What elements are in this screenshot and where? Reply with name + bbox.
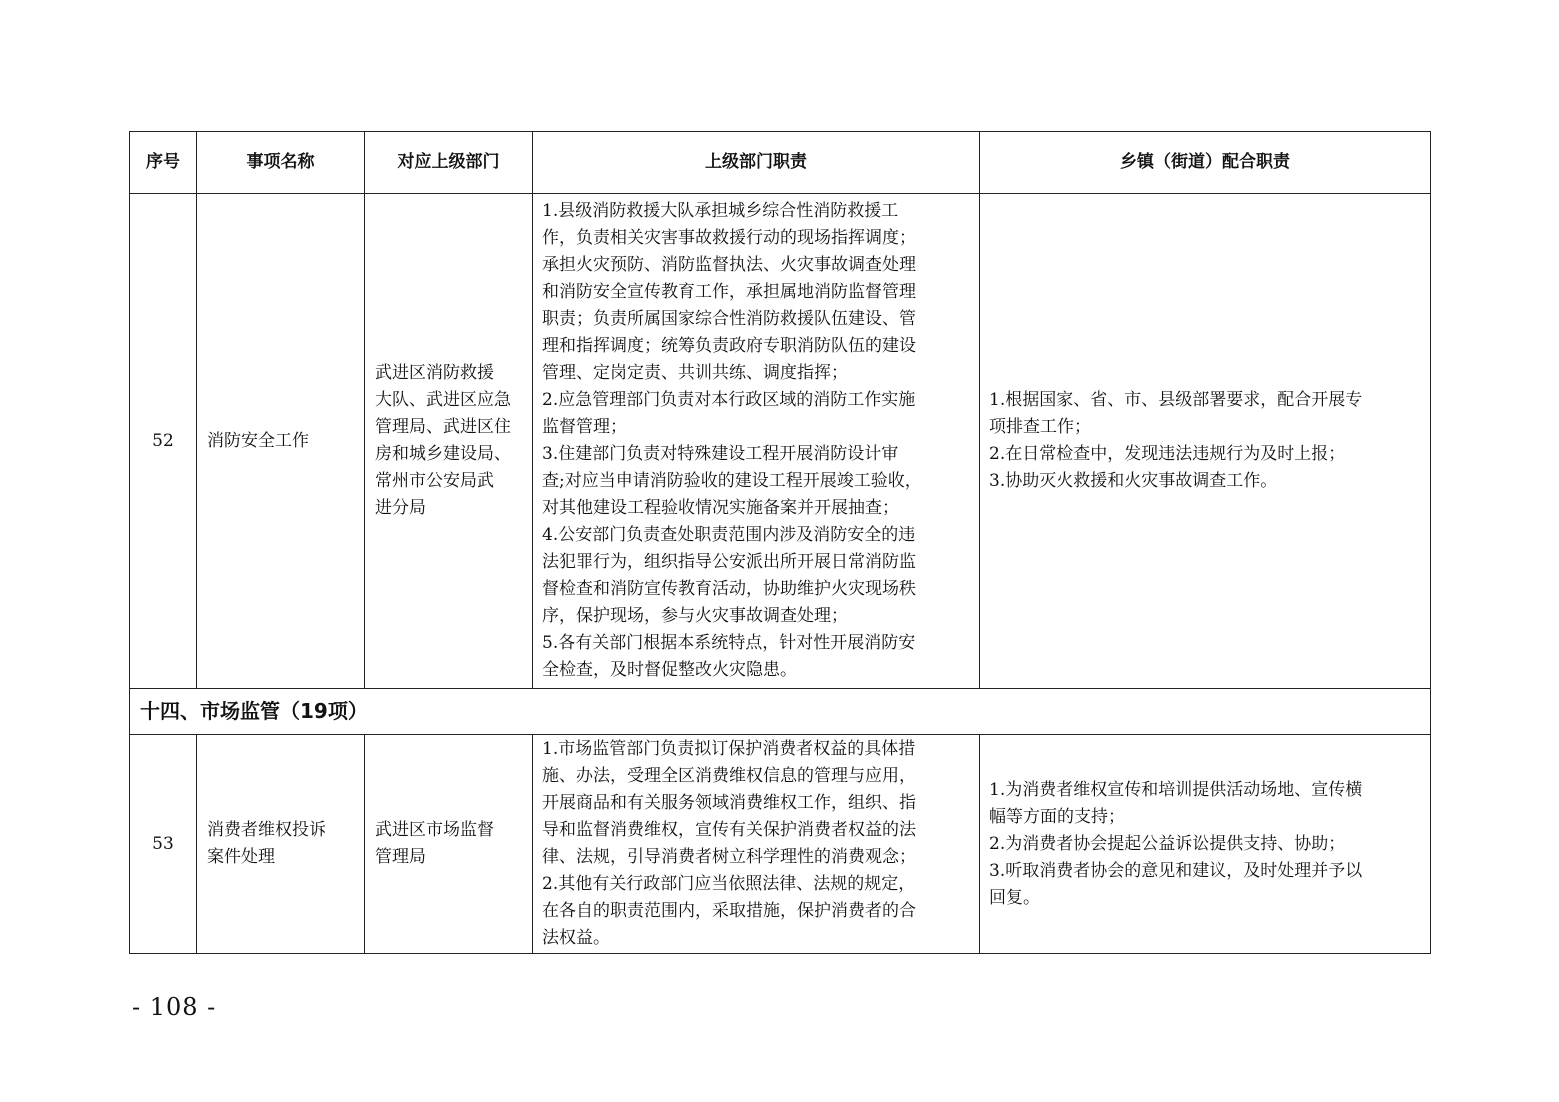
row-town-duty — [980, 194, 1431, 689]
town-duty-line: 3.听取消费者协会的意见和建议，及时处理并予以 — [989, 860, 1363, 881]
town-duty-line: 2.在日常检查中，发现违法违规行为及时上报； — [989, 444, 1346, 464]
town-duty-line: 1.为消费者维权宣传和培训提供活动场地、宣传横 — [989, 779, 1363, 800]
duty-table — [129, 131, 1431, 954]
dept-line: 常州市公安局武 — [375, 471, 494, 491]
table-header-row — [130, 132, 1431, 194]
town-duty-line: 回复。 — [989, 887, 1040, 908]
town-duty-line: 2.为消费者协会提起公益诉讼提供支持、协助； — [989, 833, 1346, 854]
section-title: 十四、市场监管（19项） — [130, 689, 1431, 735]
duty-line: 施、办法，受理全区消费维权信息的管理与应用， — [542, 766, 916, 786]
dept-line: 武进区市场监督 — [375, 820, 494, 840]
table-row — [130, 735, 1431, 954]
duty-line: 法犯罪行为，组织指导公安派出所开展日常消防监 — [542, 552, 916, 572]
section-row — [130, 689, 1431, 735]
duty-line: 3.住建部门负责对特殊建设工程开展消防设计审 — [542, 444, 899, 464]
header-town-duty: 乡镇（街道）配合职责 — [980, 132, 1431, 194]
item-name-line: 消防安全工作 — [207, 430, 309, 451]
row-item-name — [197, 194, 365, 689]
duty-line: 2.应急管理部门负责对本行政区域的消防工作实施 — [542, 390, 916, 410]
header-superior-duty: 上级部门职责 — [533, 132, 980, 194]
dept-line: 进分局 — [375, 498, 426, 518]
duty-line: 作，负责相关灾害事故救援行动的现场指挥调度； — [542, 228, 916, 248]
duty-line: 法权益。 — [542, 928, 610, 948]
item-name-line: 案件处理 — [207, 847, 275, 867]
duty-line: 导和监督消费维权，宣传有关保护消费者权益的法 — [542, 820, 916, 840]
row-item-name — [197, 735, 365, 954]
duty-line: 1.市场监管部门负责拟订保护消费者权益的具体措 — [542, 739, 916, 759]
duty-line: 2.其他有关行政部门应当依照法律、法规的规定， — [542, 874, 916, 894]
row-superior-duty — [533, 735, 980, 954]
town-duty-line: 3.协助灭火救援和火灾事故调查工作。 — [989, 471, 1278, 491]
duty-line: 监督管理； — [542, 417, 627, 437]
duty-line: 查;对应当申请消防验收的建设工程开展竣工验收， — [542, 471, 922, 491]
dept-line: 房和城乡建设局、 — [375, 444, 511, 464]
duty-line: 在各自的职责范围内，采取措施，保护消费者的合 — [542, 901, 916, 921]
dept-line: 管理局 — [375, 847, 426, 867]
header-superior-dept: 对应上级部门 — [365, 132, 533, 194]
duty-line: 4.公安部门负责查处职责范围内涉及消防安全的违 — [542, 525, 916, 545]
header-item-name: 事项名称 — [197, 132, 365, 194]
dept-line: 大队、武进区应急 — [375, 390, 511, 410]
duty-line: 对其他建设工程验收情况实施备案并开展抽查； — [542, 498, 899, 518]
duty-line: 管理、定岗定责、共训共练、调度指挥； — [542, 363, 848, 383]
duty-line: 序，保护现场，参与火灾事故调查处理； — [542, 606, 848, 626]
town-duty-line: 1.根据国家、省、市、县级部署要求，配合开展专 — [989, 390, 1363, 410]
duty-line: 1.县级消防救援大队承担城乡综合性消防救援工 — [542, 201, 899, 221]
duty-line: 开展商品和有关服务领域消费维权工作，组织、指 — [542, 793, 916, 813]
row-superior-dept — [365, 194, 533, 689]
header-seq: 序号 — [130, 132, 197, 194]
row-superior-dept — [365, 735, 533, 954]
table-row — [130, 194, 1431, 689]
town-duty-line: 项排查工作； — [989, 417, 1091, 437]
row-seq: 52 — [130, 194, 197, 689]
duty-line: 职责；负责所属国家综合性消防救援队伍建设、管 — [542, 309, 916, 329]
duty-line: 全检查，及时督促整改火灾隐患。 — [542, 660, 797, 680]
duty-line: 承担火灾预防、消防监督执法、火灾事故调查处理 — [542, 255, 916, 275]
row-town-duty — [980, 735, 1431, 954]
duty-line: 5.各有关部门根据本系统特点，针对性开展消防安 — [542, 633, 916, 653]
item-name-line: 消费者维权投诉 — [207, 820, 326, 840]
dept-line: 武进区消防救援 — [375, 363, 494, 383]
row-seq: 53 — [130, 735, 197, 954]
page-number: - 108 - — [132, 993, 217, 1021]
town-duty-line: 幅等方面的支持； — [989, 806, 1125, 827]
dept-line: 管理局、武进区住 — [375, 417, 511, 437]
duty-line: 理和指挥调度；统筹负责政府专职消防队伍的建设 — [542, 336, 916, 356]
row-superior-duty — [533, 194, 980, 689]
duty-line: 律、法规，引导消费者树立科学理性的消费观念； — [542, 847, 916, 867]
duty-line: 和消防安全宣传教育工作，承担属地消防监督管理 — [542, 282, 916, 302]
duty-line: 督检查和消防宣传教育活动，协助维护火灾现场秩 — [542, 579, 916, 599]
